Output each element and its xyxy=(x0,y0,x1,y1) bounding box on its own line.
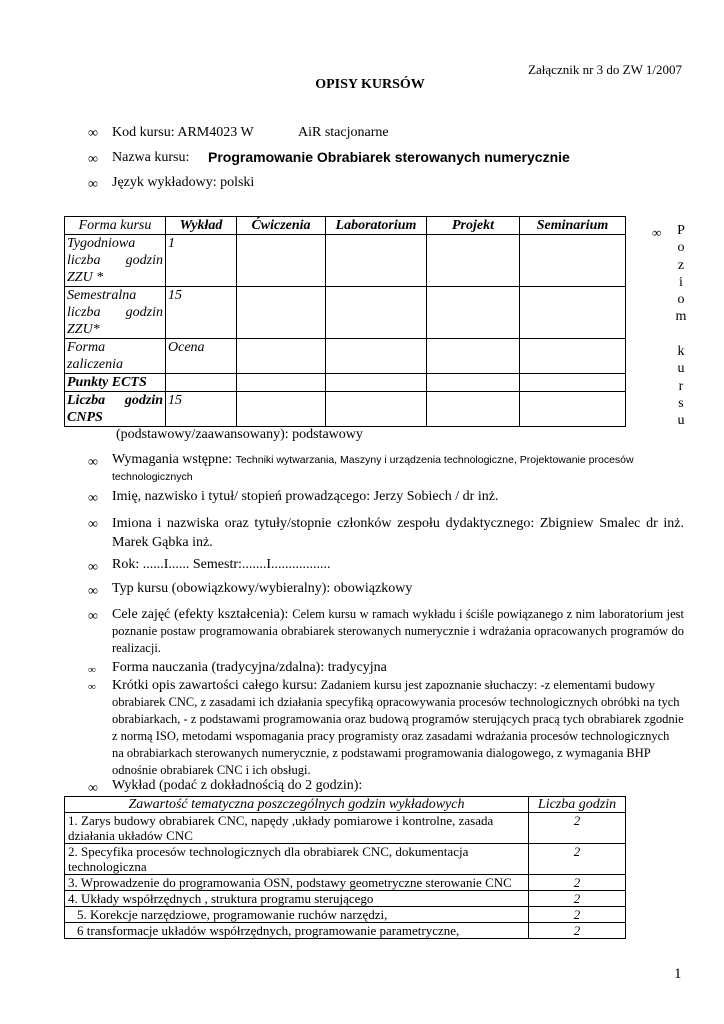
level-letter xyxy=(674,326,688,343)
table-row xyxy=(65,891,626,907)
bullet-icon: ∞ xyxy=(88,560,98,575)
table-cell xyxy=(237,235,326,287)
prereq-text: Techniki wytwarzania, Maszyny i urządzenia technologiczne, Projektowanie procesów technologicznych xyxy=(112,454,634,483)
level-letter: u xyxy=(677,361,685,377)
table-cell xyxy=(237,392,326,427)
table-header: Laboratorium xyxy=(326,217,427,235)
teaching-form: Forma nauczania (tradycyjna/zdalna): tradycyjna xyxy=(112,660,387,675)
course-code: Kod kursu: ARM4023 W xyxy=(112,125,254,140)
row-label: Semestralna liczba godzin ZZU* xyxy=(65,287,166,339)
table-row xyxy=(65,923,626,939)
goals-text: Celem kursu w ramach wykładu i ściśle powiązanego z nim laboratorium jest poznanie postaw programowania obrabiarek sterowanych numerycznie i wdrażania opracowanych programów do realizacji. xyxy=(112,607,684,655)
table-row xyxy=(65,287,626,339)
table-row xyxy=(65,875,626,891)
table-cell: 15 xyxy=(166,392,237,427)
table-row xyxy=(65,374,626,392)
table-row xyxy=(65,844,626,875)
page-title: OPISY KURSÓW xyxy=(315,77,425,92)
table-header-row xyxy=(65,797,626,813)
table-cell xyxy=(427,339,520,374)
lecture-heading: Wykład (podać z dokładnością do 2 godzin): xyxy=(112,778,363,793)
page-number: 1 xyxy=(674,966,682,982)
table-row xyxy=(65,907,626,923)
table-cell xyxy=(237,374,326,392)
team: Imiona i nazwiska oraz tytuły/stopnie członków zespołu dydaktycznego: Zbigniew Smalec dr inż. Marek Gąbka inż. xyxy=(112,516,684,550)
bullet-icon: ∞ xyxy=(88,152,98,167)
bullet-icon: ∞ xyxy=(88,609,98,624)
table-row xyxy=(65,392,626,427)
table-cell xyxy=(237,339,326,374)
table-row xyxy=(65,339,626,374)
bullet-icon: ∞ xyxy=(88,681,96,693)
bullet-icon: ∞ xyxy=(652,225,662,240)
table-header: Projekt xyxy=(427,217,520,235)
level-letter: P xyxy=(677,223,685,238)
hours-cell: 2 xyxy=(529,813,626,844)
bullet-icon: ∞ xyxy=(88,126,98,141)
table-cell: Ocena xyxy=(166,339,237,374)
level-letter: o xyxy=(677,292,685,308)
course-form-table xyxy=(64,216,626,427)
table-cell xyxy=(166,374,237,392)
lecture-table xyxy=(64,796,626,939)
bullet-icon: ∞ xyxy=(88,664,96,676)
table-cell xyxy=(427,235,520,287)
prerequisites xyxy=(112,451,684,485)
table-cell xyxy=(326,339,427,374)
table-cell xyxy=(326,392,427,427)
row-label: Forma zaliczenia xyxy=(65,339,166,374)
level-letter: u xyxy=(677,413,685,429)
table-header: Ćwiczenia xyxy=(237,217,326,235)
topic-cell: 1. Zarys budowy obrabiarek CNC, napędy ,układy pomiarowe i kontrolne, zasada działania układów CNC xyxy=(65,813,529,844)
table-cell: 1 xyxy=(166,235,237,287)
year-semester: Rok: ......I...... Semestr:.......I................. xyxy=(112,557,331,572)
course-name-label: Nazwa kursu: xyxy=(112,150,190,165)
table-header: Liczba godzin xyxy=(529,797,626,813)
topic-cell: 5. Korekcje narzędziowe, programowanie ruchów narzędzi, xyxy=(65,907,529,923)
bullet-icon: ∞ xyxy=(88,177,98,192)
level-letter: k xyxy=(677,344,685,360)
table-cell xyxy=(520,235,626,287)
table-cell xyxy=(326,235,427,287)
description-text: Zadaniem kursu jest zapoznanie słuchaczy: -z elementami budowy obrabiarek CNC, z zasadami ich działania specyfiką opracowywania procesów technologicznych obróbki na tych obrabiarkach, - z podstawami programowania oraz budową programów sterujących pracą tych obrabiarek zgodnie z normą ISO, metodami wspomagania pracy programisty oraz zasadami wdrażania procesów technologicznych na obrabiarkach sterowanych numerycznie, z podstawami programowania dialogowego, z wymagania BHP odnośnie obrabiarek CNC i ich obsługi. xyxy=(112,678,684,777)
table-cell xyxy=(520,339,626,374)
row-label: Tygodniowa liczba godzin ZZU * xyxy=(65,235,166,287)
table-cell xyxy=(427,287,520,339)
level-letter: m xyxy=(675,309,687,325)
table-cell xyxy=(520,374,626,392)
bullet-icon: ∞ xyxy=(88,584,98,599)
level-letter: s xyxy=(678,395,684,411)
description-label: Krótki opis zawartości całego kursu: xyxy=(112,678,318,693)
bullet-icon: ∞ xyxy=(88,491,98,506)
lecturer: Imię, nazwisko i tytuł/ stopień prowadzącego: Jerzy Sobiech / dr inż. xyxy=(112,489,499,504)
table-cell xyxy=(520,287,626,339)
row-label: Punkty ECTS xyxy=(65,374,166,392)
table-header-row xyxy=(65,217,626,235)
hours-cell: 2 xyxy=(529,844,626,875)
course-type: Typ kursu (obowiązkowy/wybieralny): obowiązkowy xyxy=(112,581,413,596)
level-vertical-label xyxy=(674,222,688,430)
course-name: Programowanie Obrabiarek sterowanych numerycznie xyxy=(208,149,570,165)
bullet-icon: ∞ xyxy=(88,517,98,532)
level-letter: r xyxy=(678,378,684,394)
table-row xyxy=(65,813,626,844)
bullet-icon: ∞ xyxy=(88,455,98,470)
table-header: Seminarium xyxy=(520,217,626,235)
table-header: Forma kursu xyxy=(65,217,166,235)
goals-label: Cele zajęć (efekty kształcenia): xyxy=(112,607,289,622)
hours-cell: 2 xyxy=(529,907,626,923)
table-header: Zawartość tematyczna poszczególnych godzin wykładowych xyxy=(65,797,529,813)
hours-cell: 2 xyxy=(529,891,626,907)
table-cell xyxy=(326,374,427,392)
table-cell xyxy=(427,392,520,427)
level-letter: i xyxy=(679,274,683,290)
table-cell xyxy=(237,287,326,339)
level-letter: z xyxy=(677,257,685,273)
level-letter: o xyxy=(677,240,685,256)
table-cell xyxy=(427,374,520,392)
level-continuation: (podstawowy/zaawansowany): podstawowy xyxy=(116,427,363,442)
course-program: AiR stacjonarne xyxy=(298,125,389,140)
row-label: Liczba godzin CNPS xyxy=(65,392,166,427)
table-row xyxy=(65,235,626,287)
topic-cell: 6 transformacje układów współrzędnych, programowanie parametryczne, xyxy=(65,923,529,939)
goals xyxy=(112,606,684,657)
topic-cell: 2. Specyfika procesów technologicznych dla obrabiarek CNC, dokumentacja technologiczna xyxy=(65,844,529,875)
table-cell xyxy=(326,287,427,339)
table-cell: 15 xyxy=(166,287,237,339)
course-description xyxy=(112,677,684,779)
topic-cell: 3. Wprowadzenie do programowania OSN, podstawy geometryczne sterowanie CNC xyxy=(65,875,529,891)
language: Język wykładowy: polski xyxy=(112,175,255,190)
hours-cell: 2 xyxy=(529,875,626,891)
annex-label: Załącznik nr 3 do ZW 1/2007 xyxy=(528,62,682,77)
table-header: Wykład xyxy=(166,217,237,235)
prereq-label: Wymagania wstępne: xyxy=(112,452,233,467)
hours-cell: 2 xyxy=(529,923,626,939)
table-cell xyxy=(520,392,626,427)
bullet-icon: ∞ xyxy=(88,781,98,796)
topic-cell: 4. Układy współrzędnych , struktura programu sterującego xyxy=(65,891,529,907)
